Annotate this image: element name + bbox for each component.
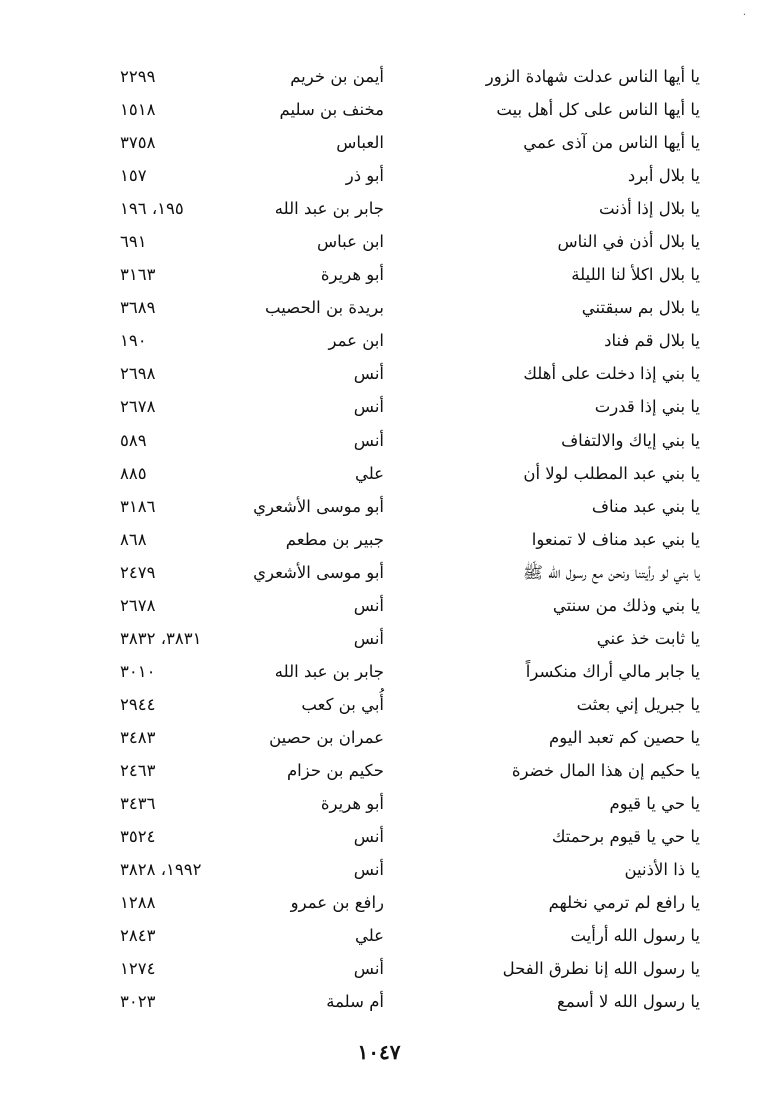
hadith-number: ١٥١٨ bbox=[120, 100, 156, 120]
hadith-text: يا بلال بم سبقتني bbox=[581, 298, 700, 318]
hadith-text: يا بلال اكلأ لنا الليلة bbox=[571, 265, 700, 285]
table-row bbox=[120, 390, 700, 423]
hadith-number: ١٩٠ bbox=[120, 331, 147, 351]
hadith-text: يا بني لو رأيتنا ونحن مع رسول الله ﷺ bbox=[523, 562, 700, 582]
table-row bbox=[120, 556, 700, 589]
narrator-name: أنس bbox=[353, 860, 384, 880]
narrator-name: حكيم بن حزام bbox=[286, 760, 384, 780]
narrator-name: رافع بن عمرو bbox=[290, 893, 384, 913]
table-row bbox=[120, 886, 700, 919]
narrator-name: أيمن بن خريم bbox=[290, 67, 384, 86]
table-row bbox=[120, 192, 700, 225]
table-row bbox=[120, 622, 700, 655]
hadith-text: يا بلال إذا أذنت bbox=[598, 199, 700, 219]
table-row bbox=[120, 93, 700, 126]
hadith-number: ٢٤٦٣ bbox=[120, 760, 156, 780]
hadith-text: يا حكيم إن هذا المال خضرة bbox=[511, 760, 700, 780]
narrator-name: أبو موسى الأشعري bbox=[253, 496, 384, 516]
hadith-text: يا حي يا قيوم برحمتك bbox=[551, 827, 700, 847]
narrator-name: علي bbox=[354, 463, 384, 483]
hadith-text: يا أيها الناس على كل أهل بيت bbox=[496, 100, 700, 120]
narrator-name: أنس bbox=[353, 827, 384, 847]
hadith-text: يا بني عبد المطلب لولا أن bbox=[523, 463, 700, 483]
hadith-text: يا بني عبد مناف لا تمنعوا bbox=[531, 529, 700, 549]
table-row bbox=[120, 523, 700, 556]
table-row bbox=[120, 754, 700, 787]
hadith-text: يا ذا الأذنين bbox=[624, 860, 700, 880]
table-row bbox=[120, 159, 700, 192]
hadith-number: ٢٦٩٨ bbox=[120, 364, 156, 384]
hadith-text: يا بني وذلك من سنتي bbox=[552, 595, 700, 615]
hadith-text: يا بني إياك والالتفاف bbox=[561, 430, 700, 450]
table-row bbox=[120, 688, 700, 721]
hadith-number: ٦٩١ bbox=[120, 232, 147, 252]
hadith-number: ٨٦٨ bbox=[120, 529, 147, 549]
narrator-name: ابن عباس bbox=[317, 232, 384, 252]
hadith-text: يا حصين كم تعبد اليوم bbox=[548, 727, 700, 747]
table-row bbox=[120, 589, 700, 622]
hadith-text: يا أيها الناس من آذى عمي bbox=[523, 133, 700, 153]
hadith-text: يا ثابت خذ عني bbox=[596, 628, 700, 648]
narrator-name: أنس bbox=[353, 628, 384, 648]
table-row bbox=[120, 721, 700, 754]
narrator-name: مخنف بن سليم bbox=[279, 100, 384, 120]
table-row bbox=[120, 490, 700, 523]
hadith-number: ١٢٨٨ bbox=[120, 893, 156, 913]
hadith-number: ٣٤٨٣ bbox=[120, 727, 156, 747]
narrator-name: أنس bbox=[353, 595, 384, 615]
table-row bbox=[120, 655, 700, 688]
hadith-number: ٣٧٥٨ bbox=[120, 133, 156, 153]
table-row bbox=[120, 457, 700, 490]
hadith-number: ٢٨٤٣ bbox=[120, 926, 156, 946]
hadith-text: يا بلال أبرد bbox=[627, 166, 700, 186]
narrator-name: أُبي بن كعب bbox=[301, 694, 384, 714]
hadith-text: يا بني عبد مناف bbox=[591, 496, 700, 516]
table-row bbox=[120, 225, 700, 258]
hadith-index-table bbox=[120, 60, 700, 1018]
narrator-name: أنس bbox=[353, 430, 384, 450]
hadith-number: ٣٤٣٦ bbox=[120, 794, 156, 814]
hadith-text: يا رسول الله إنا نطرق الفحل bbox=[502, 959, 700, 979]
hadith-number: ١٩٥، ١٩٦ bbox=[120, 199, 184, 219]
hadith-number: ١٢٧٤ bbox=[120, 959, 156, 979]
hadith-number: ٥٨٩ bbox=[120, 430, 147, 450]
hadith-number: ٣٠١٠ bbox=[120, 661, 156, 681]
hadith-text: يا بلال أذن في الناس bbox=[557, 232, 700, 252]
narrator-name: جبير بن مطعم bbox=[285, 529, 384, 549]
hadith-text: يا أيها الناس عدلت شهادة الزور bbox=[485, 67, 700, 86]
narrator-name: عمران بن حصين bbox=[269, 727, 384, 747]
hadith-number: ٣١٨٦ bbox=[120, 496, 156, 516]
hadith-text: يا حي يا قيوم bbox=[609, 794, 700, 814]
hadith-number: ٣٥٢٤ bbox=[120, 827, 156, 847]
hadith-number: ٢٤٧٩ bbox=[120, 562, 156, 582]
narrator-name: أبو هريرة bbox=[320, 794, 384, 814]
hadith-number: ٣١٦٣ bbox=[120, 265, 156, 285]
table-row bbox=[120, 324, 700, 357]
hadith-text: يا جابر مالي أراك منكسراً bbox=[525, 661, 700, 681]
narrator-name: ابن عمر bbox=[328, 331, 384, 351]
narrator-name: أم سلمة bbox=[326, 992, 384, 1012]
narrator-name: أنس bbox=[353, 959, 384, 979]
narrator-name: أبو ذر bbox=[345, 166, 384, 186]
hadith-number: ٢٦٧٨ bbox=[120, 397, 156, 417]
hadith-text: يا جبريل إني بعثت bbox=[576, 694, 700, 714]
hadith-number: ٨٨٥ bbox=[120, 463, 147, 483]
table-row bbox=[120, 820, 700, 853]
table-row bbox=[120, 126, 700, 159]
hadith-number: ١٥٧ bbox=[120, 166, 147, 186]
narrator-name: أنس bbox=[353, 397, 384, 417]
narrator-name: أنس bbox=[353, 364, 384, 384]
hadith-number: ٣٦٨٩ bbox=[120, 298, 156, 318]
table-row bbox=[120, 357, 700, 390]
hadith-text: يا رافع لم ترمي نخلهم bbox=[548, 893, 700, 913]
hadith-number: ٢٩٤٤ bbox=[120, 694, 156, 714]
hadith-number: ٣٨٣١، ٣٨٣٢ bbox=[120, 628, 202, 648]
page-number: ١٠٤٧ bbox=[357, 1040, 401, 1064]
hadith-text: يا بلال قم فناد bbox=[604, 331, 700, 351]
narrator-name: بريدة بن الحصيب bbox=[265, 298, 384, 318]
narrator-name: علي bbox=[354, 926, 384, 946]
narrator-name: أبو هريرة bbox=[320, 265, 384, 285]
narrator-name: العباس bbox=[336, 133, 384, 153]
narrator-name: أبو موسى الأشعري bbox=[253, 562, 384, 582]
table-row bbox=[120, 985, 700, 1018]
hadith-text: يا رسول الله لا أسمع bbox=[557, 992, 700, 1012]
table-row bbox=[120, 952, 700, 985]
table-row bbox=[120, 60, 700, 93]
table-row bbox=[120, 258, 700, 291]
table-row bbox=[120, 787, 700, 820]
narrator-name: جابر بن عبد الله bbox=[274, 661, 384, 681]
narrator-name: جابر بن عبد الله bbox=[274, 199, 384, 219]
hadith-number: ٢٦٧٨ bbox=[120, 595, 156, 615]
hadith-text: يا بني إذا قدرت bbox=[594, 397, 700, 417]
hadith-text: يا رسول الله أرأيت bbox=[570, 926, 700, 946]
corner-mark: · bbox=[742, 10, 746, 21]
hadith-number: ٣٠٢٣ bbox=[120, 992, 156, 1012]
table-row bbox=[120, 424, 700, 457]
table-row bbox=[120, 291, 700, 324]
hadith-number: ١٩٩٢، ٣٨٢٨ bbox=[120, 860, 202, 880]
hadith-number: ٢٢٩٩ bbox=[120, 67, 156, 86]
table-row bbox=[120, 919, 700, 952]
hadith-text: يا بني إذا دخلت على أهلك bbox=[523, 364, 700, 384]
table-row bbox=[120, 853, 700, 886]
